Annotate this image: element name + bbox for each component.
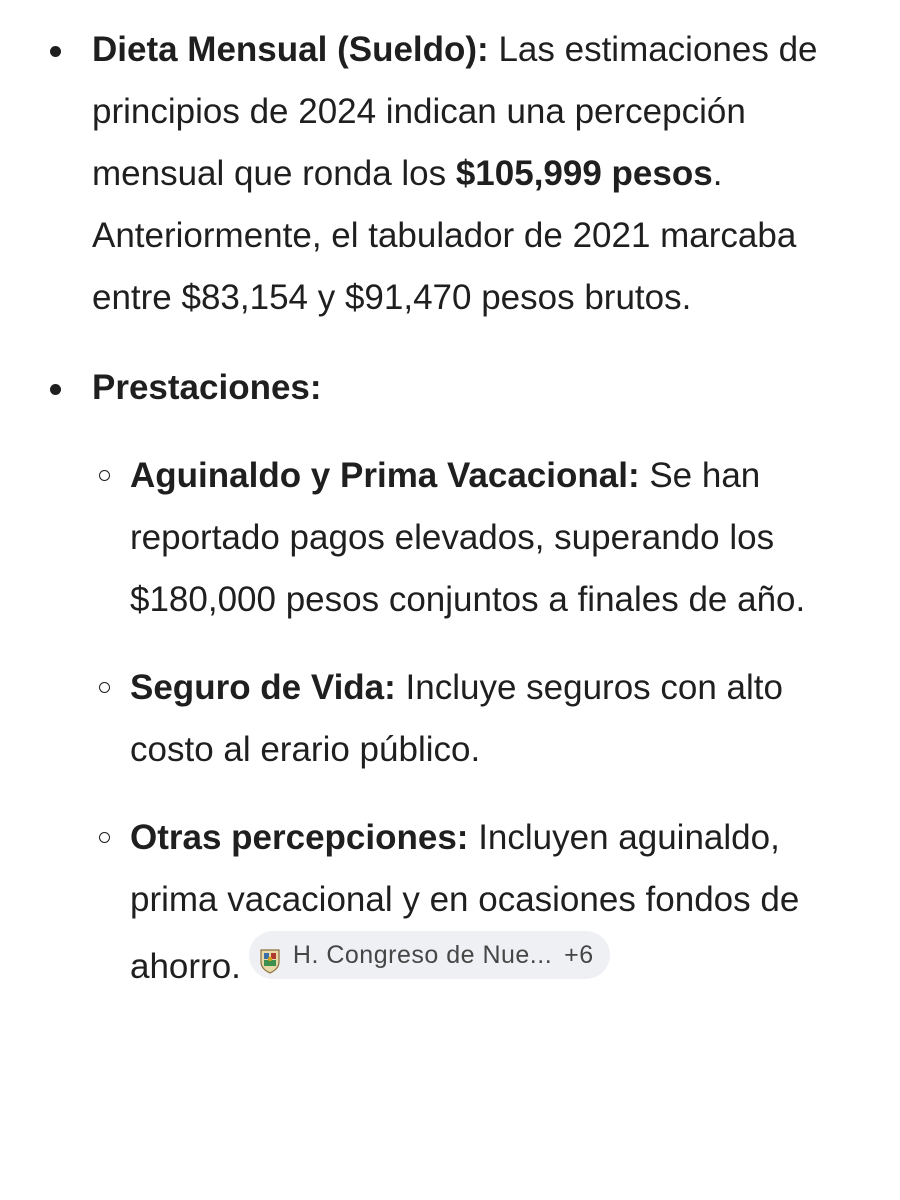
list-item-prestaciones [0,357,900,998]
aguinaldo-text: Se han reportado pagos elevados, superando los $180,000 pesos conjuntos a finales de año. [130,456,806,619]
dieta-text-1: Las estimaciones de principios de 2024 indican una percepción mensual que ronda los [92,30,818,193]
response-content [0,19,900,998]
list-item-dieta [0,19,900,329]
sublist-item-seguro [92,657,870,781]
dieta-label: Dieta Mensual (Sueldo): [92,30,489,69]
aguinaldo-label: Aguinaldo y Prima Vacacional: [130,456,640,495]
prestaciones-label: Prestaciones: [92,368,322,407]
congress-seal-icon [259,942,281,968]
seguro-text: Incluye seguros con alto costo al erario público. [130,668,783,769]
source-chip-more: +6 [564,941,594,969]
otras-label: Otras percepciones: [130,818,469,857]
otras-text: Incluyen aguinaldo, prima vacacional y en ocasiones fondos de ahorro. [130,818,800,986]
dieta-amount: $105,999 pesos [455,154,713,193]
dieta-text-2: . Anteriormente, el tabulador de 2021 marcaba entre $83,154 y $91,470 pesos brutos. [92,154,797,317]
sublist-item-otras [92,807,870,998]
bullet-list [0,19,900,998]
seguro-label: Seguro de Vida: [130,668,396,707]
source-chip-label: H. Congreso de Nue... [292,941,553,969]
sublist-item-aguinaldo [92,445,870,631]
prestaciones-sublist [92,445,870,998]
source-chip[interactable] [249,931,610,979]
